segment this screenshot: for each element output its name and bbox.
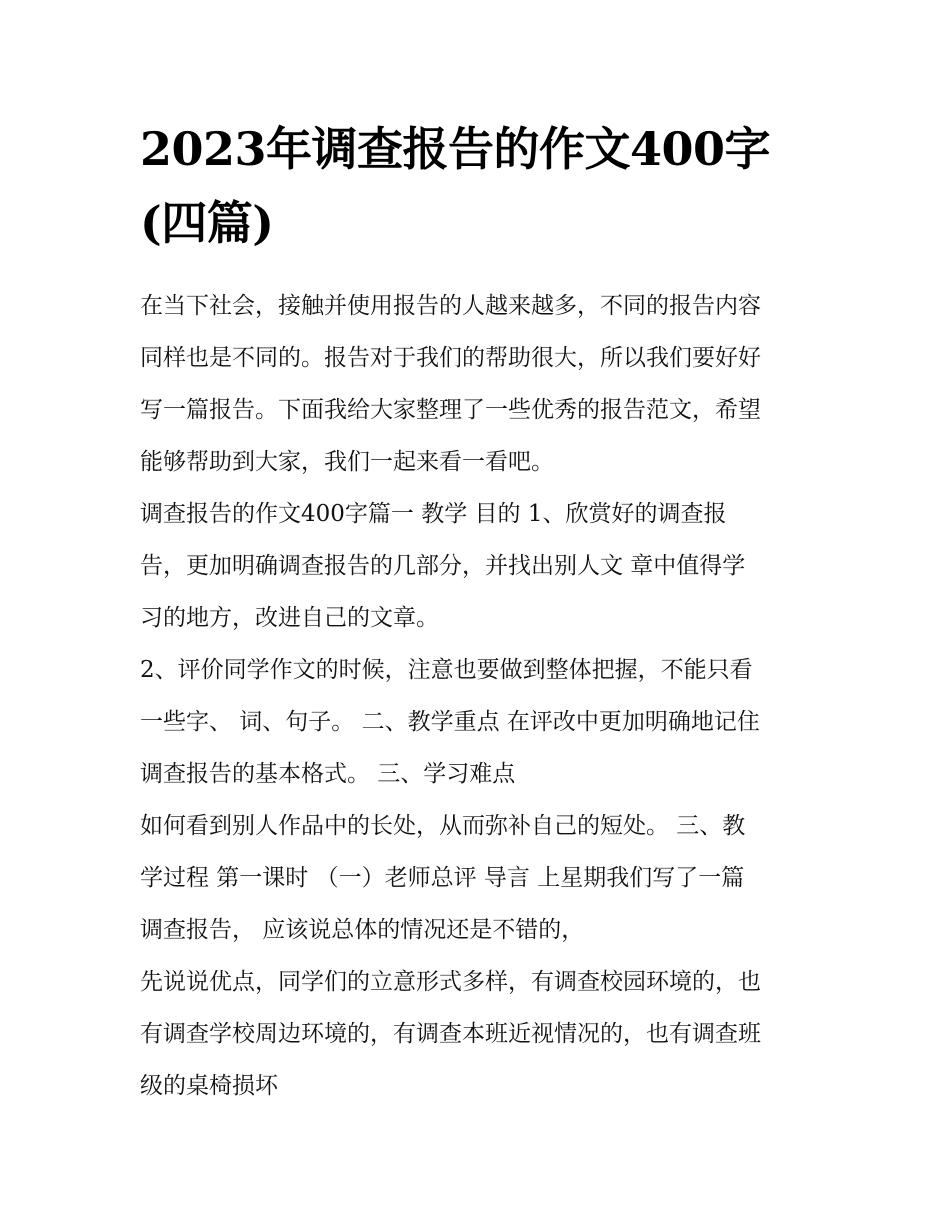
document-title (140, 112, 820, 260)
body-line: 级的桌椅损坏 (140, 1073, 278, 1099)
body-line: 调查报告的基本格式。 三、学习难点 (140, 761, 516, 787)
body-line: 能够帮助到大家，我们一起来看一看吧。 (140, 449, 554, 475)
document-body (140, 280, 820, 1112)
title-line-1: 2023年调查报告的作文400字 (140, 122, 771, 176)
body-line: 习的地方，改进自己的文章。 (140, 605, 439, 631)
title-line-2: (四篇) (140, 196, 274, 250)
body-line: 2、评价同学作文的时候，注意也要做到整体把握，不能只看 (140, 657, 753, 683)
body-line: 写一篇报告。下面我给大家整理了一些优秀的报告范文，希望 (140, 397, 761, 423)
body-line: 一些字、 词、句子。 二、教学重点 在评改中更加明确地记住 (140, 709, 760, 735)
body-line: 同样也是不同的。报告对于我们的帮助很大，所以我们要好好 (140, 345, 761, 371)
body-line: 调查报告的作文400字篇一 教学 目的 1、欣赏好的调查报 (140, 501, 727, 527)
body-line: 告，更加明确调查报告的几部分，并找出别人文 章中值得学 (140, 553, 746, 579)
body-line: 有调查学校周边环境的，有调查本班近视情况的，也有调查班 (140, 1021, 761, 1047)
body-line: 如何看到别人作品中的长处，从而弥补自己的短处。 三、教 (140, 813, 746, 839)
body-line: 在当下社会，接触并使用报告的人越来越多，不同的报告内容 (140, 293, 761, 319)
body-line: 学过程 第一课时 （一）老师总评 导言 上星期我们写了一篇 (140, 865, 745, 891)
body-line: 调查报告， 应该说总体的情况还是不错的， (140, 917, 585, 943)
body-line: 先说说优点，同学们的立意形式多样，有调查校园环境的，也 (140, 969, 761, 995)
